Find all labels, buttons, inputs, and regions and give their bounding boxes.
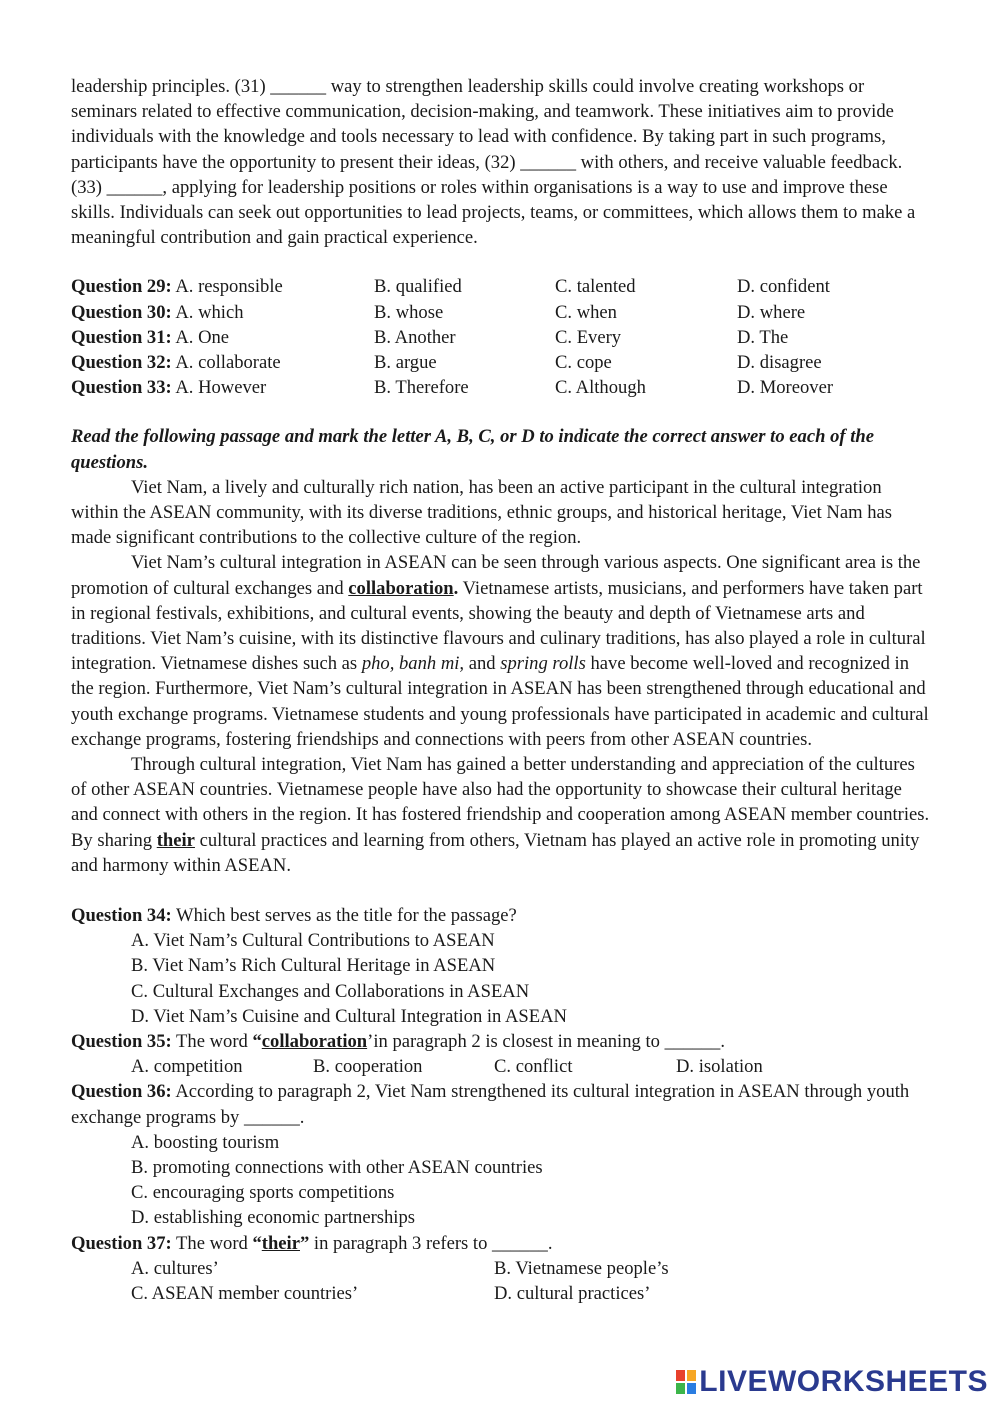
logo-square-2 <box>687 1370 696 1381</box>
worksheet-page <box>71 74 931 1306</box>
logo-text: LIVEWORKSHEETS <box>699 1365 988 1398</box>
option-c: C. ASEAN member countries’ <box>131 1283 359 1305</box>
question-label: Question 29: <box>71 276 172 298</box>
logo-square-1 <box>676 1370 685 1381</box>
option-a: A. One <box>175 326 230 348</box>
question-34 <box>71 903 931 1029</box>
option-d: D. confident <box>737 276 830 298</box>
reading-instruction: Read the following passage and mark the letter A, B, C, or D to indicate the correct answer to each of the questions. <box>71 426 874 473</box>
option-d: D. The <box>737 326 789 348</box>
option-a: A. cultures’ <box>131 1257 219 1279</box>
option-b: B. whose <box>374 301 444 323</box>
question-text: Which best serves as the title for the passage? <box>171 905 517 927</box>
option-a: A. However <box>175 377 267 399</box>
option-c: C. talented <box>555 276 636 298</box>
option-c: C. Although <box>555 377 646 399</box>
question-35: Question 35: The word “collaboration’in paragraph 2 is closest in meaning to ______. A. competition B. cooperation C. conflict D. isolation <box>71 1029 931 1079</box>
option-row-2 <box>71 1281 931 1306</box>
option-a: A. collaborate <box>175 351 281 373</box>
option-d: D. disagree <box>737 351 822 373</box>
option-c: C. encouraging sports competitions <box>131 1182 395 1204</box>
option-d: D. Moreover <box>737 377 834 399</box>
reading-paragraph-1: Viet Nam, a lively and culturally rich nation, has been an active participant in the cultural integration within the ASEAN community, with its diverse traditions, ethnic groups, and historical heritage, Viet Nam has made significant contributions to the collective culture of the region. <box>71 476 893 549</box>
option-c: C. Cultural Exchanges and Collaborations in ASEAN <box>131 980 530 1002</box>
option-row <box>71 1054 931 1079</box>
option-c: C. Every <box>555 326 622 348</box>
question-36 <box>71 1079 931 1230</box>
option-b: B. promoting connections with other ASEAN countries <box>131 1157 543 1179</box>
passage-end: leadership principles. (31) ______ way to strengthen leadership skills could involve creating workshops or seminars related to effective communication, decision-making, and teamwork. These initiatives aim to provide individuals with the knowledge and tools necessary to lead with confidence. By taking part in such programs, participants have the opportunity to present their ideas, (32) ______ with others, and receive valuable feedback. (33) ______, applying for leadership positions or roles within organisations is a way to use and improve these skills. Individuals can seek out opportunities to lead projects, teams, or committees, which allows them to make a meaningful contribution and gain practical experience. <box>71 76 916 249</box>
option-b: B. argue <box>374 351 437 373</box>
question-label: Question 30: <box>71 301 172 323</box>
question-label: Question 34: <box>71 905 172 927</box>
option-a: A. Viet Nam’s Cultural Contributions to ASEAN <box>131 930 495 952</box>
question-row-29 <box>71 274 931 299</box>
option-row-1 <box>71 1256 931 1281</box>
highlighted-word-their: their <box>156 829 195 851</box>
question-row-31 <box>71 325 931 350</box>
option-c: C. cope <box>555 351 612 373</box>
option-a: A. competition <box>131 1056 243 1078</box>
option-d: D. cultural practices’ <box>494 1283 651 1305</box>
question-row-33 <box>71 375 931 400</box>
question-label: Question 31: <box>71 326 172 348</box>
highlighted-word-collaboration: collaboration <box>348 577 454 599</box>
option-c: C. conflict <box>494 1056 573 1078</box>
quoted-word: collaboration <box>261 1031 368 1053</box>
option-b: B. Vietnamese people’s <box>494 1257 669 1279</box>
reading-paragraph-3: Through cultural integration, Viet Nam has gained a better understanding and appreciation of the cultures of other ASEAN countries. Vietnamese people have also had the opportunity to showcase their cultural heritage and connect with others in the region. It has fostered friendship and cooperation among ASEAN member countries. By sharing their cultural practices and learning from others, Vietnam has played an active role in promoting unity and harmony within ASEAN. <box>71 754 930 876</box>
question-label: Question 37: <box>71 1232 172 1254</box>
option-a: A. boosting tourism <box>131 1131 280 1153</box>
option-b: B. Another <box>374 326 456 348</box>
option-b: B. qualified <box>374 276 462 298</box>
option-c: C. when <box>555 301 617 323</box>
question-37: Question 37: The word “their” in paragraph 3 refers to ______. A. cultures’ B. Vietnamese people’s C. ASEAN member countries’ D. cultural practices’ <box>71 1231 931 1307</box>
option-d: D. Viet Nam’s Cuisine and Cultural Integration in ASEAN <box>131 1005 567 1027</box>
question-label: Question 35: <box>71 1031 172 1053</box>
option-b: B. Therefore <box>374 377 469 399</box>
reading-paragraph-2: Viet Nam’s cultural integration in ASEAN can be seen through various aspects. One significant area is the promotion of cultural exchanges and collaboration. Vietnamese artists, musicians, and performers have taken part in regional festivals, exhibitions, and cultural events, showing the beauty and depth of Vietnamese arts and traditions. Viet Nam’s cuisine, with its distinctive flavours and culinary traditions, has also played a role in cultural integration. Vietnamese dishes such as pho, banh mi, and spring rolls have become well-loved and recognized in the region. Furthermore, Viet Nam’s cultural integration in ASEAN has been strengthened through educational and youth exchange programs. Vietnamese students and young professionals have participated in academic and cultural exchange programs, fostering friendships and connections with peers from other ASEAN countries. <box>71 552 929 750</box>
logo-square-3 <box>676 1383 685 1394</box>
question-label: Question 32: <box>71 351 172 373</box>
option-d: D. isolation <box>676 1056 763 1078</box>
logo-square-4 <box>687 1383 696 1394</box>
question-row-30 <box>71 300 931 325</box>
cloze-question-grid <box>71 274 931 400</box>
question-label: Question 33: <box>71 377 172 399</box>
option-d: D. where <box>737 301 806 323</box>
question-row-32 <box>71 350 931 375</box>
liveworksheets-logo <box>676 1365 988 1399</box>
quoted-word: their <box>261 1232 300 1254</box>
option-a: A. responsible <box>175 276 283 298</box>
option-b: B. Viet Nam’s Rich Cultural Heritage in ASEAN <box>131 955 496 977</box>
question-label: Question 36: <box>71 1081 172 1103</box>
question-text: According to paragraph 2, Viet Nam strengthened its cultural integration in ASEAN through youth exchange programs by ______. <box>71 1081 910 1128</box>
logo-icon <box>676 1370 696 1394</box>
option-a: A. which <box>175 301 244 323</box>
option-b: B. cooperation <box>313 1056 423 1078</box>
option-d: D. establishing economic partnerships <box>131 1207 416 1229</box>
